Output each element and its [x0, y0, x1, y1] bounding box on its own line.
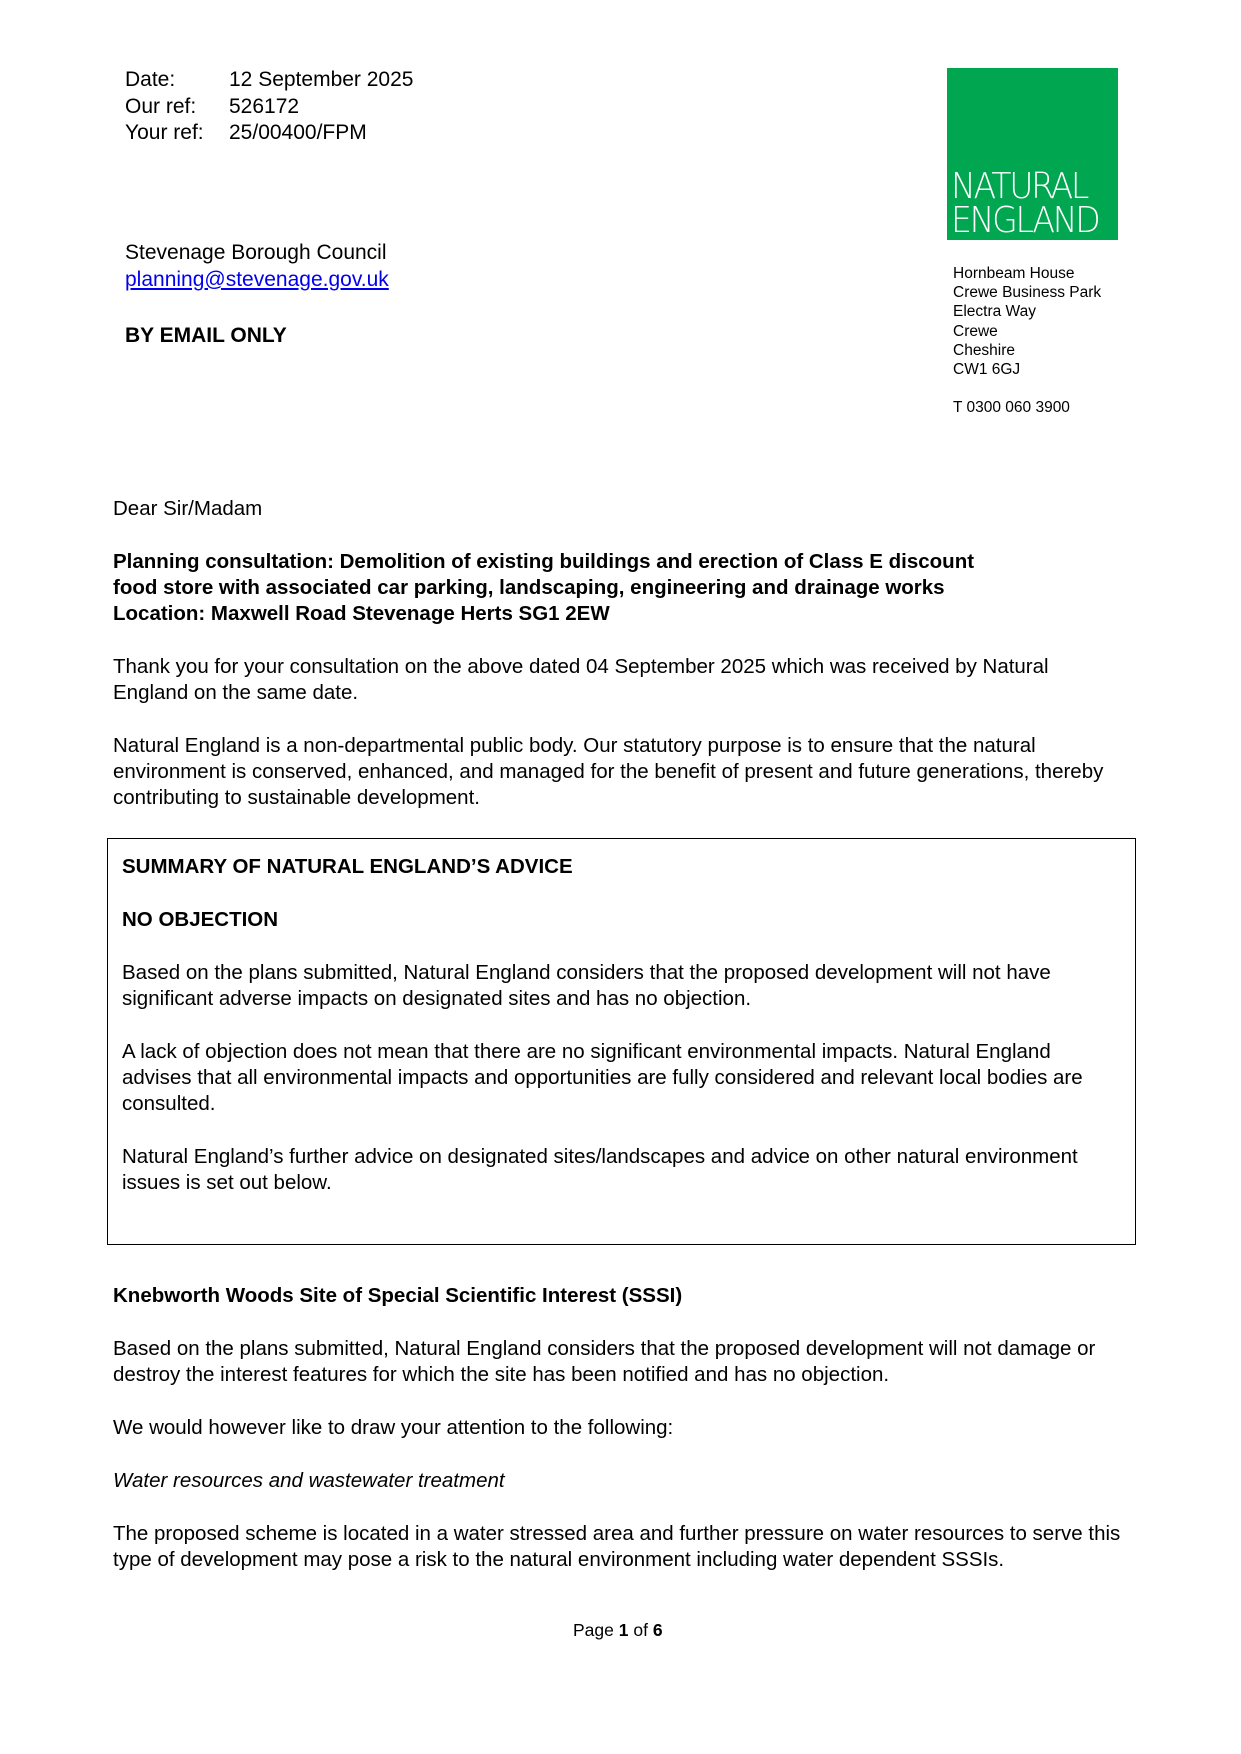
address-line: Crewe — [953, 322, 998, 340]
page-of: of — [633, 1620, 648, 1640]
section-heading: Knebworth Woods Site of Special Scientific Interest (SSSI) — [113, 1284, 683, 1307]
address-line: Cheshire — [953, 341, 1016, 359]
logo-line-2: ENGLAND — [951, 200, 1099, 241]
date-row — [125, 67, 413, 94]
address-line: CW1 6GJ — [953, 361, 1021, 379]
salutation: Dear Sir/Madam — [113, 497, 263, 520]
subject-heading — [113, 549, 1143, 627]
your-ref-label: Your ref: — [125, 121, 204, 144]
delivery-method: BY EMAIL ONLY — [125, 324, 287, 347]
section-paragraph: We would however like to draw your attention to the following: — [113, 1416, 674, 1439]
date-value: 12 September 2025 — [229, 68, 414, 91]
reference-block — [125, 67, 413, 147]
subject-line: Planning consultation: Demolition of existing buildings and erection of Class E discount — [113, 550, 975, 573]
summary-paragraph: Natural England’s further advice on designated sites/landscapes and advice on other natural environment issues is set out below. — [122, 1145, 1078, 1194]
page-number — [573, 1620, 663, 1641]
summary-verdict: NO OBJECTION — [122, 908, 279, 931]
recipient-name: Stevenage Borough Council — [125, 241, 387, 264]
your-ref-value: 25/00400/FPM — [229, 121, 367, 144]
intro-paragraph: Natural England is a non-departmental public body. Our statutory purpose is to ensure that the natural environment is conserved, enhanced, and managed for the benefit of present and future generations, thereby contributing to sustainable development. — [113, 734, 1104, 809]
sender-phone: T 0300 060 3900 — [953, 399, 1070, 417]
summary-box — [107, 838, 1136, 1245]
summary-paragraph: A lack of objection does not mean that there are no significant environmental impacts. Natural England advises that all environmental impacts and opportunities are fully considered and relevant local bodies are consulted. — [122, 1040, 1083, 1115]
address-line: Electra Way — [953, 303, 1036, 321]
summary-paragraph: Based on the plans submitted, Natural England considers that the proposed development will not have significant adverse impacts on designated sites and has no objection. — [122, 961, 1051, 1010]
page-prefix: Page — [573, 1620, 614, 1640]
recipient-block — [125, 240, 389, 293]
intro-paragraph: Thank you for your consultation on the above dated 04 September 2025 which was received by Natural England on the same date. — [113, 655, 1049, 704]
page-total: 6 — [652, 1620, 663, 1640]
our-ref-value: 526172 — [229, 94, 300, 118]
address-line: Crewe Business Park — [953, 284, 1102, 302]
date-label: Date: — [125, 68, 176, 91]
address-line: Hornbeam House — [953, 265, 1075, 282]
our-ref-label: Our ref: — [125, 94, 197, 118]
summary-title: SUMMARY OF NATURAL ENGLAND’S ADVICE — [122, 855, 573, 878]
section-sub-paragraph: The proposed scheme is located in a water stressed area and further pressure on water resources to serve this type of development may pose a risk to the natural environment including water dependent SSSIs. — [113, 1522, 1121, 1571]
subject-line: food store with associated car parking, landscaping, engineering and drainage works — [113, 576, 945, 599]
section-paragraph: Based on the plans submitted, Natural England considers that the proposed development will not damage or destroy the interest features for which the site has been notified and has no objection. — [113, 1337, 1096, 1386]
section-subheading: Water resources and wastewater treatment — [113, 1469, 505, 1492]
natural-england-logo — [947, 68, 1118, 240]
subject-line: Location: Maxwell Road Stevenage Herts SG1 2EW — [113, 602, 610, 625]
your-ref-row — [125, 120, 413, 147]
logo-line-1: NATURAL — [951, 166, 1088, 207]
sender-address — [953, 264, 1101, 417]
logo-wordmark — [951, 166, 1099, 241]
page-current: 1 — [618, 1620, 629, 1640]
recipient-email-link[interactable]: planning@stevenage.gov.uk — [125, 267, 389, 291]
our-ref-row — [125, 94, 413, 121]
